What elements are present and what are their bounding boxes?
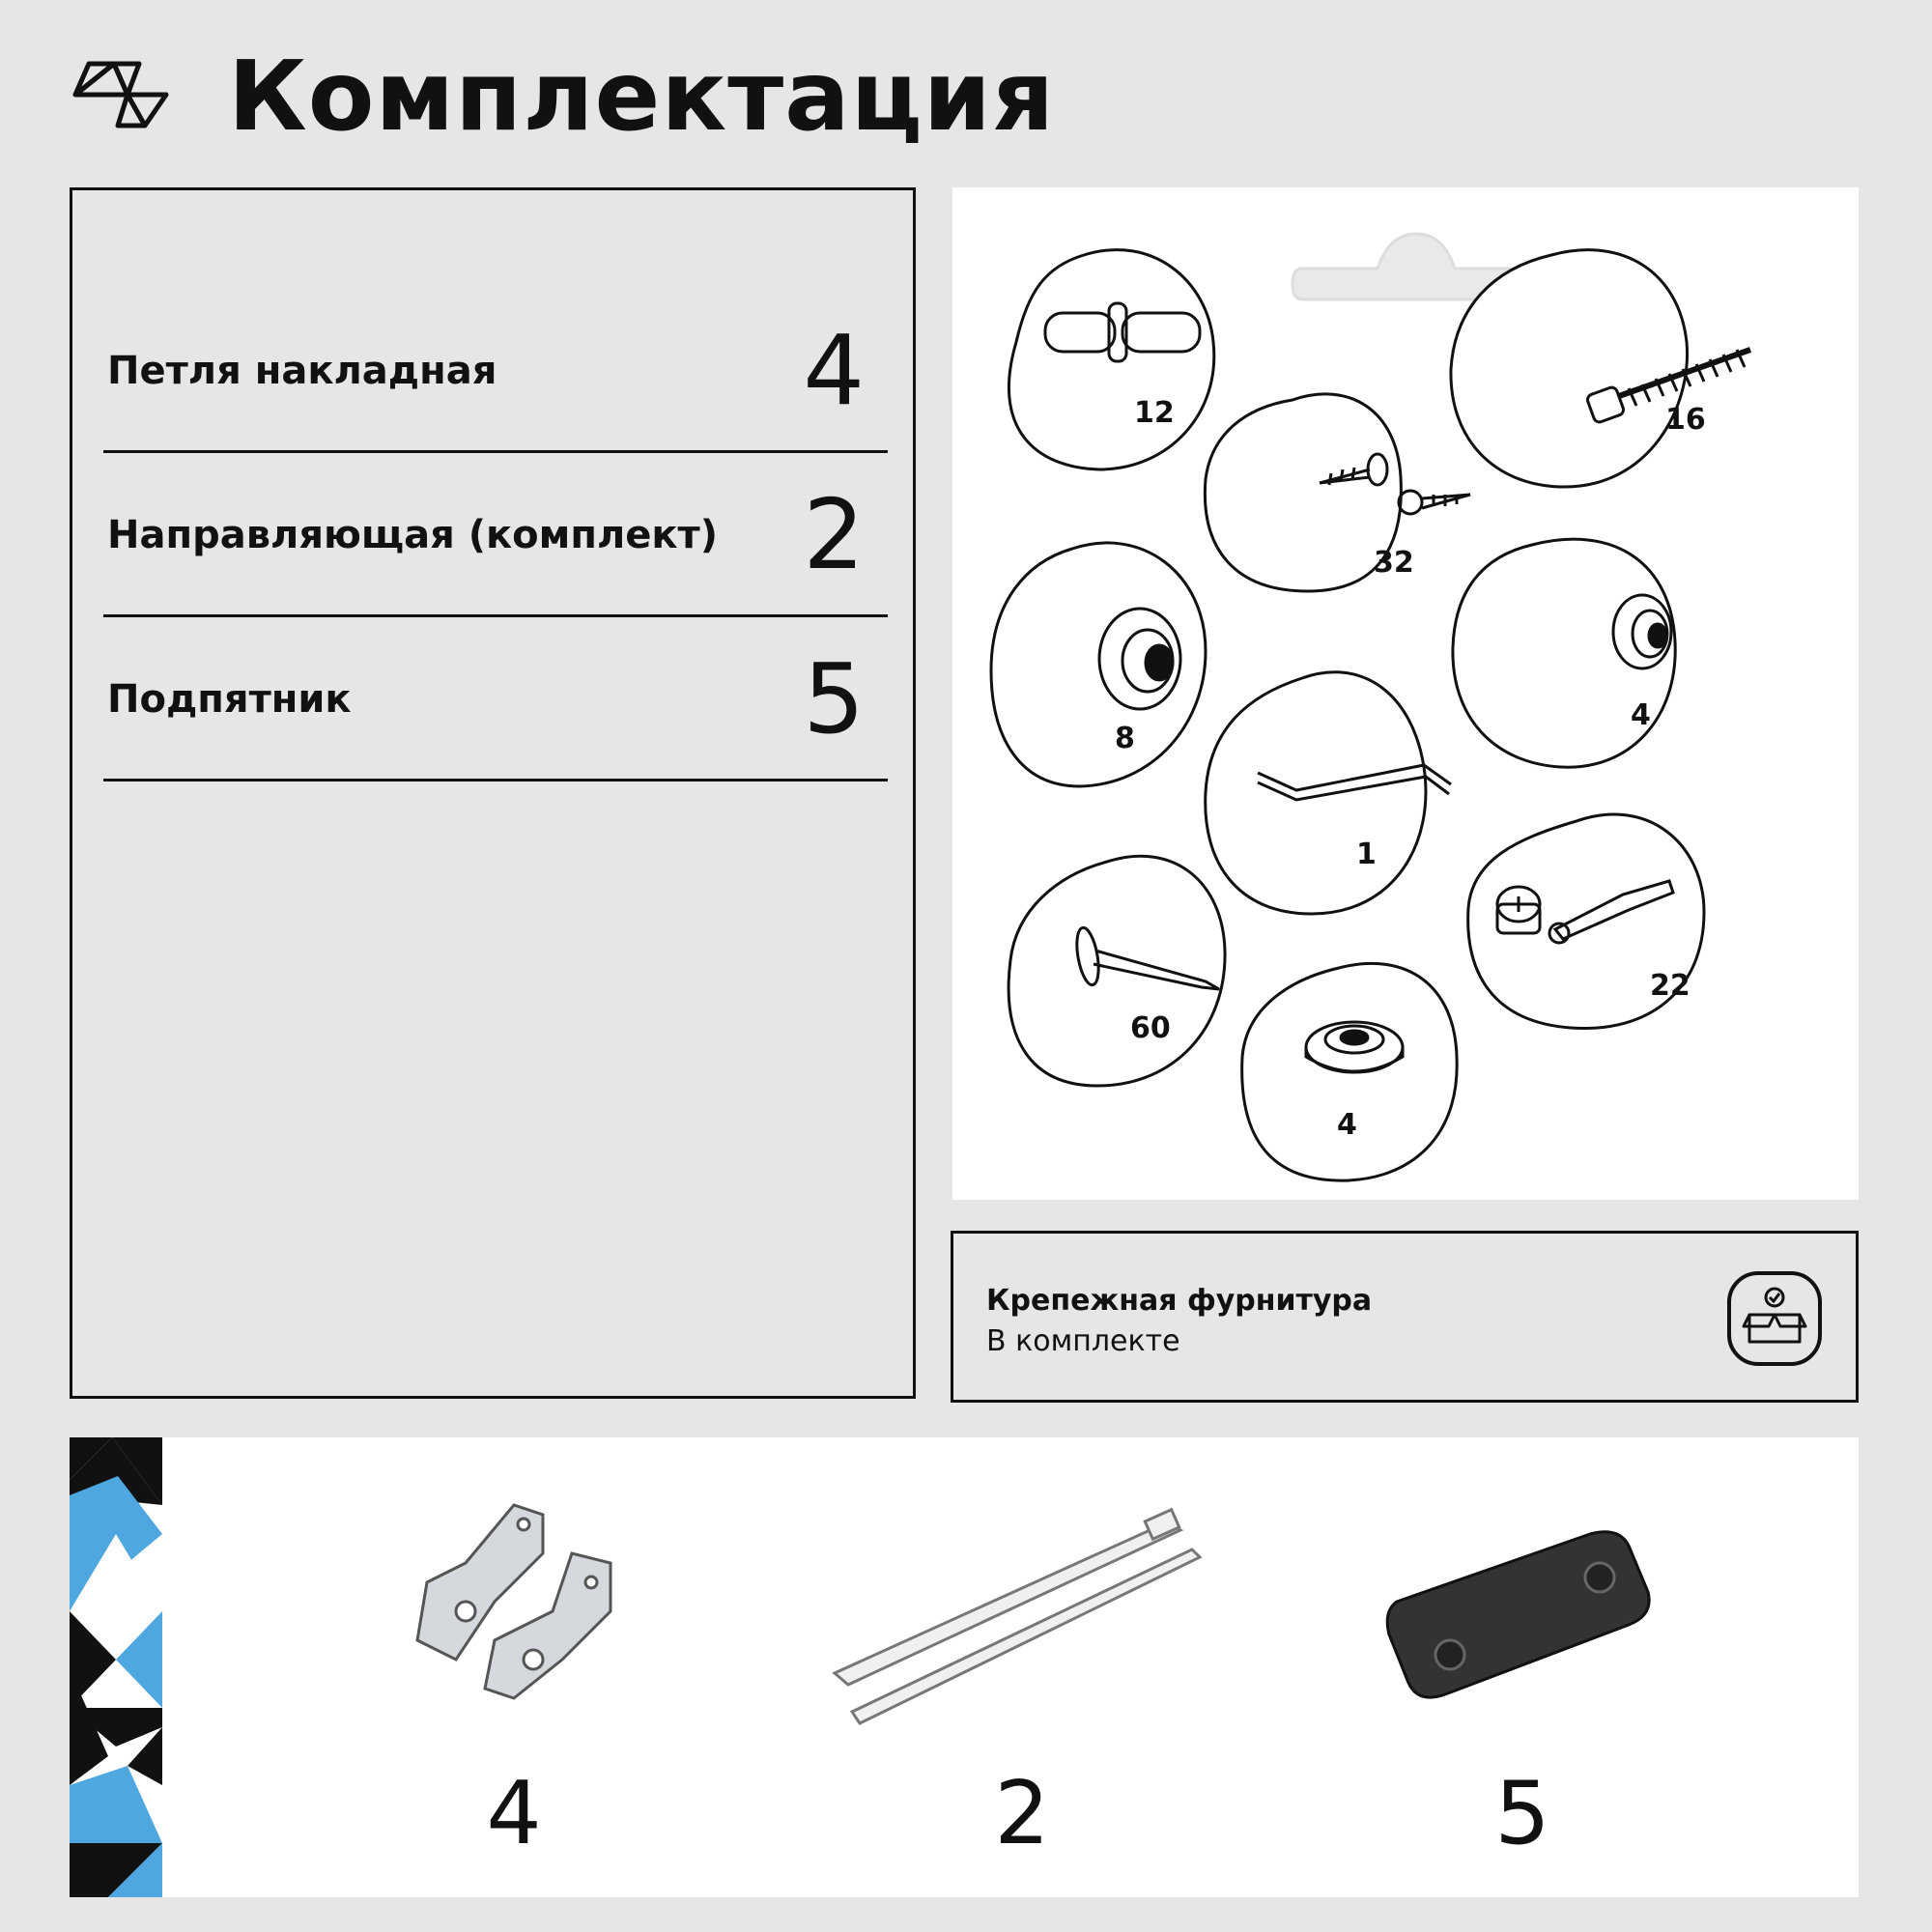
hardware-qty: 1 [1356,838,1377,871]
component-label: Подпятник [107,677,352,722]
hardware-item-glide-pad [1242,963,1458,1180]
component-count: 5 [803,642,865,755]
hardware-qty: 22 [1650,969,1690,1003]
product-drawer-slide [829,1437,1215,1897]
drawer-slide-icon [829,1495,1215,1766]
hardware-item-shelf-support-4 [1453,539,1675,767]
hardware-qty: 60 [1130,1011,1171,1045]
components-list [70,187,916,1399]
hardware-item-confirmat [1451,250,1750,487]
decorative-triangle-pattern [70,1437,162,1897]
component-row-pad [103,617,888,781]
fastener-info-panel [951,1231,1859,1403]
hardware-qty: 4 [1337,1108,1357,1142]
component-count: 2 [803,478,865,591]
hardware-item-cam-lock [1468,814,1704,1029]
hardware-pack-diagram [952,187,1859,1200]
products-panel [70,1437,1859,1897]
hardware-item-wood-screws [1205,394,1470,591]
hardware-item-shelf-support-8 [991,543,1206,786]
product-foot-pad [1329,1437,1716,1897]
hardware-qty: 32 [1374,546,1414,580]
component-label: Петля накладная [107,349,497,393]
box-check-icon [1726,1270,1823,1367]
component-row-hinge [103,289,888,453]
component-row-slide [103,453,888,617]
triangles-logo-icon [70,56,176,133]
hardware-item-nail [1009,856,1225,1086]
product-count: 5 [1494,1763,1550,1864]
hardware-qty: 4 [1631,698,1651,732]
hardware-item-hex-key [1206,672,1451,914]
hardware-item-dowel [1009,250,1213,469]
hardware-pack-panel [952,187,1859,1200]
product-hinge [321,1437,707,1897]
hardware-qty: 16 [1665,403,1706,437]
fastener-title: Крепежная фурнитура [986,1284,1373,1318]
page-title: Комплектация [228,40,1056,153]
hardware-qty: 8 [1115,722,1135,755]
hinge-icon [321,1495,707,1766]
fastener-status: В комплекте [986,1324,1180,1358]
component-label: Направляющая (комплект) [107,513,719,557]
product-count: 2 [994,1763,1050,1864]
product-count: 4 [486,1763,542,1864]
hardware-qty: 12 [1134,396,1175,430]
component-count: 4 [803,314,865,427]
furniture-foot-pad-icon [1329,1495,1716,1766]
